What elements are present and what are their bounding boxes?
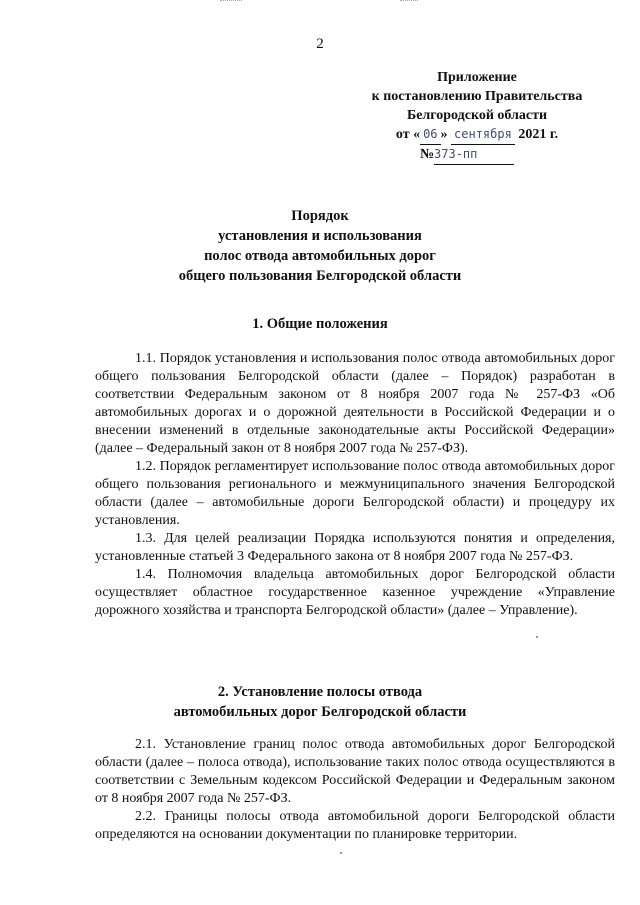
scan-mark bbox=[400, 0, 418, 2]
date-year: 2021 г. bbox=[518, 127, 559, 142]
attachment-label: Приложение bbox=[437, 70, 517, 85]
title-line: полос отвода автомобильных дорог bbox=[204, 248, 436, 264]
scan-speck bbox=[340, 852, 342, 854]
paragraph-2-1: 2.1. Установление границ полос отвода автомобильных дорог Белгородской области (далее – полоса отвода), использование таких полос отвода осуществляются в соответствии с Земельным кодексом Российской Федерации и Федеральным законом от 8 ноября 2007 года № 257-ФЗ. bbox=[95, 737, 615, 806]
paragraph-1-2: 1.2. Порядок регламентирует использование полос отвода автомобильных дорог общего пользования регионального и межмуниципального значения Белгородской области (далее – автомобильные дороги Белгородской области) и процедуру их установления. bbox=[95, 459, 615, 528]
scan-mark bbox=[220, 0, 242, 2]
date-month: сентября bbox=[451, 125, 515, 145]
paragraph-1-4: 1.4. Полномочия владельца автомобильных дорог Белгородской области осуществляет областное государственное казенное учреждение «Управление дорожного хозяйства и транспорта Белгородской области» (далее – Управление). bbox=[95, 567, 615, 618]
document-title bbox=[0, 206, 640, 286]
attachment-number bbox=[352, 145, 602, 165]
paragraph-2-2: 2.2. Границы полосы отвода автомобильной дороги Белгородской области определяются на основании документации по планировке территории. bbox=[95, 809, 615, 842]
section-2-body bbox=[95, 736, 615, 844]
section-1-body bbox=[95, 350, 615, 620]
attachment-block bbox=[352, 68, 602, 165]
date-mid: » bbox=[440, 127, 448, 142]
attachment-resolution: к постановлению Правительства bbox=[371, 89, 583, 104]
paragraph-1-1: 1.1. Порядок установления и использования полос отвода автомобильных дорог общего пользования Белгородской области (далее – Порядок) разработан в соответствии Федеральным законом от 8 ноября 2007 года № 257-ФЗ «Об автомобильных дорогах и о дорожной деятельности в Российской Федерации и о внесении изменений в отдельные законодательные акты Российской Федерации» (далее – Федеральный закон от 8 ноября 2007 года № 257-ФЗ). bbox=[95, 351, 615, 456]
scan-speck bbox=[536, 636, 538, 638]
section-2-heading-line: 2. Установление полосы отвода bbox=[217, 684, 423, 700]
title-line: Порядок bbox=[291, 208, 349, 224]
attachment-region: Белгородской области bbox=[406, 108, 548, 123]
date-prefix: от « bbox=[395, 127, 421, 142]
attachment-date bbox=[352, 125, 602, 145]
number-prefix: № bbox=[419, 147, 435, 162]
section-1-heading: 1. Общие положения bbox=[252, 316, 388, 332]
section-2-heading-line: автомобильных дорог Белгородской области bbox=[173, 704, 467, 720]
page-number: 2 bbox=[316, 36, 324, 52]
title-line: установления и использования bbox=[218, 228, 422, 244]
date-day: 06 bbox=[420, 125, 440, 145]
number-value: 373-пп bbox=[434, 145, 514, 165]
paragraph-1-3: 1.3. Для целей реализации Порядка используются понятия и определения, установленные статьей 3 Федерального закона от 8 ноября 2007 года № 257-ФЗ. bbox=[95, 531, 615, 564]
title-line: общего пользования Белгородской области bbox=[178, 268, 462, 284]
section-2-heading bbox=[0, 682, 640, 722]
